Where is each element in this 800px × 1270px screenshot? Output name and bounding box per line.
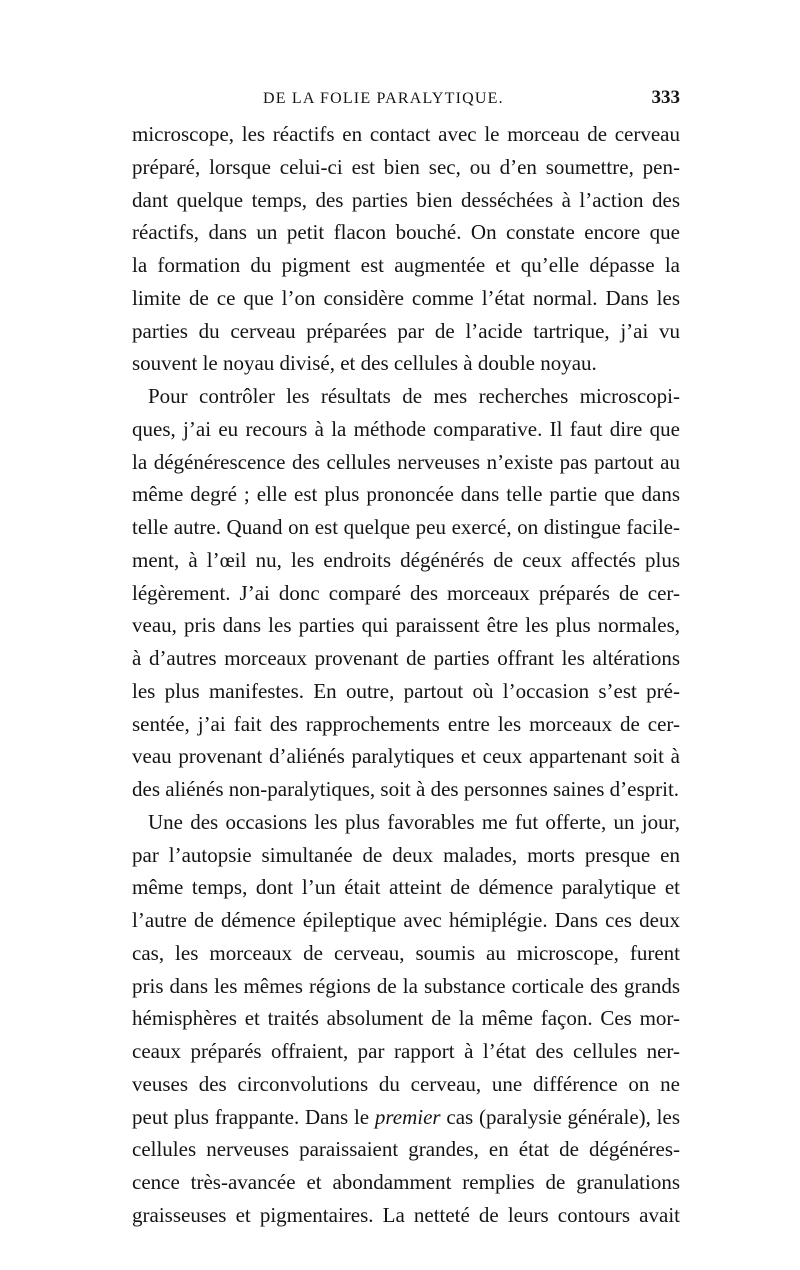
text-line: veau provenant d’aliénés paralytiques et ceux appartenant soit à [132,744,680,769]
text-line: pris dans les mêmes régions de la substance corticale des grands [132,973,680,998]
text-line: la dégénérescence des cellules nerveuses n’existe pas partout au [132,449,680,474]
text-line: veau, pris dans les parties qui paraissent être les plus normales, [132,613,680,638]
body-text [132,118,680,1232]
line-segment: cas (paralysie générale), les [446,1104,680,1129]
text-line: veuses des circonvolutions du cerveau, une différence on ne [132,1071,680,1096]
text-line: par l’autopsie simultanée de deux malades, morts presque en [132,842,680,867]
text-line: à d’autres morceaux provenant de parties offrant les altérations [132,646,680,670]
text-line: même temps, dont l’un était atteint de démence paralytique et [132,875,680,900]
text-line: réactifs, dans un petit flacon bouché. On constate encore que [132,220,680,245]
text-line: sentée, j’ai fait des rapprochements entre les morceaux de cer- [132,711,680,736]
text-line: les plus manifestes. En outre, partout où l’occasion s’est pré- [132,678,680,703]
text-line: ceaux préparés offraient, par rapport à l’état des cellules ner- [132,1039,680,1063]
text-line: des aliénés non-paralytiques, soit à des personnes saines d’esprit. [132,777,680,801]
text-line: cas, les morceaux de cerveau, soumis au microscope, furent [132,940,680,965]
text-line: cence très-avancée et abondamment remplies de granulations [132,1170,680,1194]
text-line: hémisphères et traités absolument de la même façon. Ces mor- [132,1006,680,1031]
page-header [132,86,680,116]
text-line: parties du cerveau préparées par de l’acide tartrique, j’ai vu [132,318,680,343]
text-line: souvent le noyau divisé, et des cellules à double noyau. [132,351,597,376]
text-line [132,1101,680,1134]
text-line: la formation du pigment est augmentée et qu’elle dépasse la [132,253,680,277]
text-line: microscope, les réactifs en contact avec le morceau de cerveau [132,122,680,146]
text-line: telle autre. Quand on est quelque peu exercé, on distingue facile- [132,515,680,539]
running-title: DE LA FOLIE PARALYTIQUE. [263,90,504,107]
text-line: Pour contrôler les résultats de mes recherches microscopi- [148,384,680,408]
text-line: ques, j’ai eu recours à la méthode comparative. Il faut dire que [132,416,680,441]
page-number: 333 [651,87,680,108]
text-line: légèrement. J’ai donc comparé des morceaux préparés de cer- [132,580,680,605]
text-line: l’autre de démence épileptique avec hémiplégie. Dans ces deux [132,908,680,932]
text-line: même degré ; elle est plus prononcée dans telle partie que dans [132,482,680,507]
text-line: dant quelque temps, des parties bien desséchées à l’action des [132,187,680,212]
text-line: graisseuses et pigmentaires. La netteté de leurs contours avait [132,1202,680,1227]
text-line: cellules nerveuses paraissaient grandes, en état de dégénéres- [132,1137,680,1162]
text-line: ment, à l’œil nu, les endroits dégénérés de ceux affectés plus [132,547,680,572]
text-line: préparé, lorsque celui-ci est bien sec, ou d’en soumettre, pen- [132,154,680,179]
italic-word: premier [374,1104,441,1129]
line-segment: peut plus frappante. Dans le [132,1104,370,1129]
text-line: Une des occasions les plus favorables me fut offerte, un jour, [148,809,680,834]
text-line: limite de ce que l’on considère comme l’état normal. Dans les [132,285,680,310]
